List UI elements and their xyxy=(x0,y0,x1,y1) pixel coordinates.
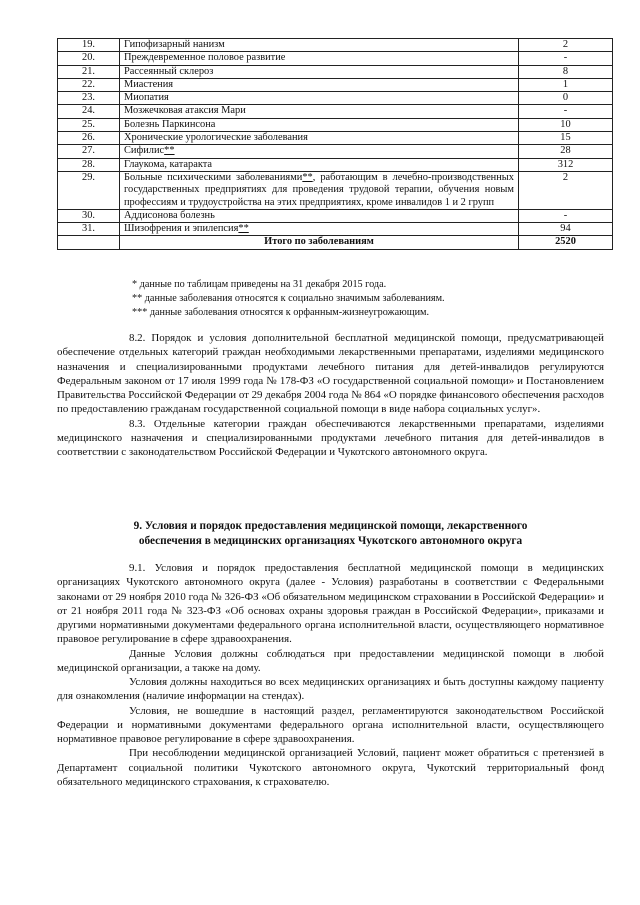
section-8-text xyxy=(57,331,604,459)
total-value: 2520 xyxy=(519,236,613,249)
footnote-mark: ** xyxy=(302,171,313,183)
disease-name-cell xyxy=(120,223,519,236)
disease-name: Мозжечковая атаксия Мари xyxy=(120,105,519,118)
footnote: *** данные заболевания относятся к орфанным-жизнеугрожающим. xyxy=(132,307,430,319)
table-row xyxy=(58,105,613,118)
row-number: 27. xyxy=(58,145,120,158)
row-number: 29. xyxy=(58,171,120,209)
disease-count: 1 xyxy=(519,78,613,91)
paragraph: 8.3. Отдельные категории граждан обеспечиваются лекарственными препаратами, изделиями медицинского назначения и специализированными продуктами лечебного питания для детей-инвалидов в соответствии с законодательством Российской Федерации и Чукотского автономного округа. xyxy=(57,417,604,458)
row-number: 21. xyxy=(58,65,120,78)
disease-name: Аддисонова болезнь xyxy=(120,209,519,222)
table-row xyxy=(58,52,613,65)
disease-table xyxy=(57,38,613,250)
row-number: 26. xyxy=(58,132,120,145)
section-9-text xyxy=(57,561,604,789)
disease-count: 28 xyxy=(519,145,613,158)
disease-name: Сифилис xyxy=(124,145,165,157)
paragraph: Данные Условия должны соблюдаться при предоставлении медицинской помощи в любой медицинской организации, а также на дому. xyxy=(57,647,604,674)
disease-name-cell xyxy=(120,145,519,158)
disease-count: - xyxy=(519,209,613,222)
disease-count: 312 xyxy=(519,158,613,171)
footnote-mark: ** xyxy=(238,223,249,235)
disease-name: Хронические урологические заболевания xyxy=(120,132,519,145)
row-number: 28. xyxy=(58,158,120,171)
disease-count: 15 xyxy=(519,132,613,145)
row-number: 20. xyxy=(58,52,120,65)
table-row xyxy=(58,132,613,145)
paragraph: 9.1. Условия и порядок предоставления бесплатной медицинской помощи в медицинских организациях Чукотского автономного округа (далее - Условия) разработаны в соответствии с Федеральными законами от 29 ноября 2010 года № 326-ФЗ «Об обязательном медицинском страховании в Российской Федерации» и от 21 ноября 2011 года № 323-ФЗ «Об основах охраны здоровья граждан в Российской Федерации», приказами и другими нормативными документами федерального органа исполнительной власти, осуществляющего нормативное правовое регулирование в сфере здравоохранения. xyxy=(57,562,604,646)
disease-name: Шизофрения и эпилепсия xyxy=(124,223,239,235)
row-number: 25. xyxy=(58,118,120,131)
footnote-mark: ** xyxy=(164,145,175,157)
paragraph: Условия должны находиться во всех медицинских организациях и быть доступны каждому пациенту для ознакомления (наличие информации на стендах). xyxy=(57,676,604,703)
row-number: 31. xyxy=(58,223,120,236)
disease-count: 2 xyxy=(519,39,613,52)
table-row xyxy=(58,158,613,171)
row-number: 22. xyxy=(58,78,120,91)
row-number: 23. xyxy=(58,92,120,105)
disease-name-cell xyxy=(120,171,519,209)
disease-name-continued: , работающим в лечебно-производственных государственных предприятиях для проведения трудовой терапии, обучения новым профессиям и трудоустройства на этих предприятиях, кроме инвалидов 1 и 2 групп xyxy=(124,171,514,208)
footnote: * данные по таблицам приведены на 31 декабря 2015 года. xyxy=(132,279,387,290)
disease-count: - xyxy=(519,105,613,118)
table-row xyxy=(58,92,613,105)
disease-count: 10 xyxy=(519,118,613,131)
table-total-row xyxy=(58,236,613,249)
table-row xyxy=(58,118,613,131)
row-number: 30. xyxy=(58,209,120,222)
disease-name: Миастения xyxy=(120,78,519,91)
table-row xyxy=(58,223,613,236)
paragraph: При несоблюдении медицинской организацией Условий, пациент может обратиться с претензией в Департамент социальной политики Чукотского автономного округа, Чукотский территориальный фонд обязательного медицинского страхования, к страхователю. xyxy=(57,747,604,788)
disease-count: 8 xyxy=(519,65,613,78)
disease-name: Болезнь Паркинсона xyxy=(120,118,519,131)
table-row xyxy=(58,78,613,91)
disease-count: 2 xyxy=(519,171,613,209)
disease-name: Преждевременное половое развитие xyxy=(120,52,519,65)
table-row xyxy=(58,39,613,52)
table-row xyxy=(58,145,613,158)
disease-name: Миопатия xyxy=(120,92,519,105)
section-9-heading xyxy=(57,519,604,548)
table-row xyxy=(58,65,613,78)
disease-name: Больные психическими заболеваниями xyxy=(124,171,303,183)
disease-name: Рассеянный склероз xyxy=(120,65,519,78)
row-number: 19. xyxy=(58,39,120,52)
empty-cell xyxy=(58,236,120,249)
paragraph: 8.2. Порядок и условия дополнительной бесплатной медицинской помощи, предусматривающей обеспечение отдельных категорий граждан необходимыми лекарственными препаратами, изделиями медицинского назначения и специализированными продуктами лечебного питания для детей-инвалидов регулируются Федеральным законом от 17 июля 1999 года № 178-ФЗ «О государственной социальной помощи» и Постановлением Правительства Российской Федерации от 29 декабря 2004 года № 864 «О порядке финансового обеспечения расходов по предоставлению гражданам государственной социальной помощи в виде набора социальных услуг». xyxy=(57,332,604,416)
total-label: Итого по заболеваниям xyxy=(120,236,519,249)
footnote: ** данные заболевания относятся к социально значимым заболеваниям. xyxy=(132,293,445,305)
row-number: 24. xyxy=(58,105,120,118)
disease-name: Гипофизарный нанизм xyxy=(120,39,519,52)
table-row xyxy=(58,209,613,222)
disease-count: - xyxy=(519,52,613,65)
heading-line: 9. Условия и порядок предоставления медицинской помощи, лекарственного xyxy=(133,520,528,532)
table-row xyxy=(58,171,613,209)
footnotes xyxy=(132,278,445,321)
disease-count: 94 xyxy=(519,223,613,236)
heading-line: обеспечения в медицинских организациях Чукотского автономного округа xyxy=(138,534,523,547)
disease-name: Глаукома, катаракта xyxy=(120,158,519,171)
paragraph: Условия, не вошедшие в настоящий раздел, регламентируются законодательством Российской Федерации и нормативными документами федерального органа исполнительной власти, осуществляющего нормативное правовое регулирование в сфере здравоохранения. xyxy=(57,704,604,745)
disease-count: 0 xyxy=(519,92,613,105)
